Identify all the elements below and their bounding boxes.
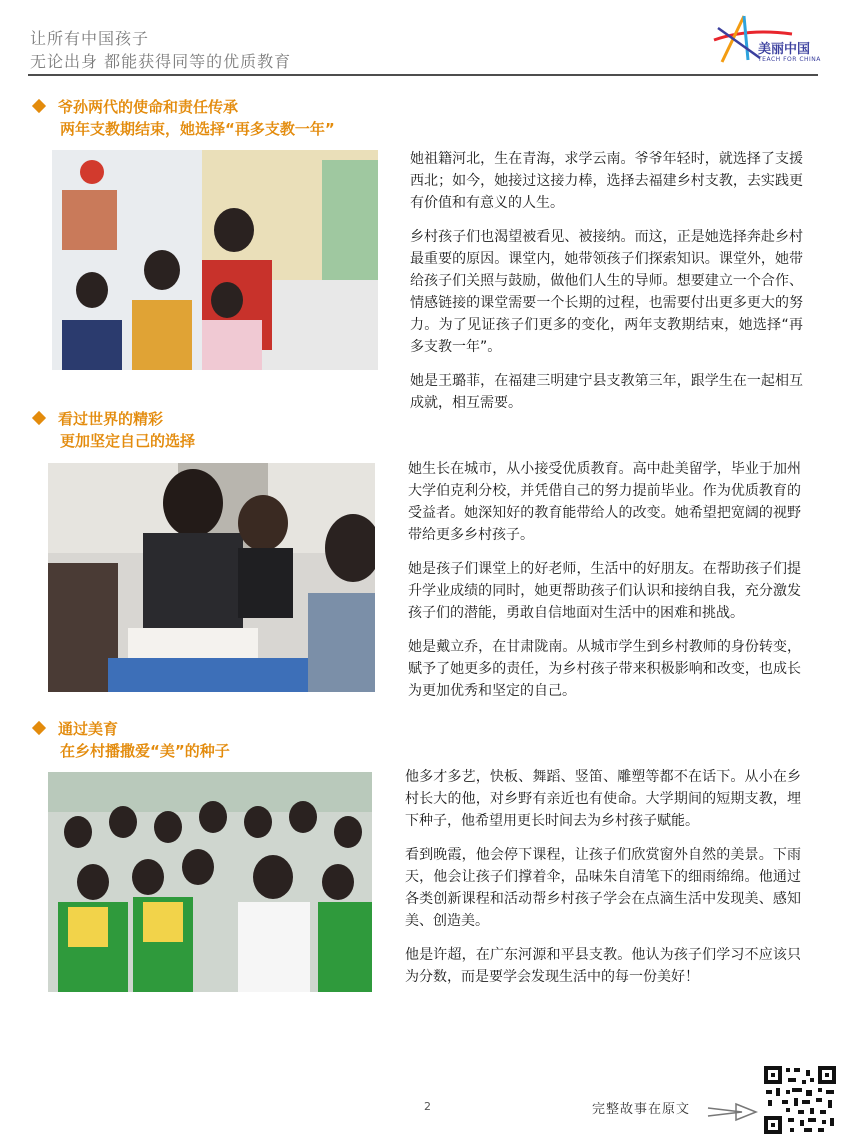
section-1-body [410, 148, 803, 426]
diamond-bullet-icon [32, 99, 46, 113]
section-1-paragraph: 她是王璐菲，在福建三明建宁县支教第三年，跟学生在一起相互成就，相互需要。 [410, 373, 803, 411]
section-1-title: 爷孙两代的使命和责任传承 [58, 98, 239, 116]
section-1-subtitle: 两年支教期结束，她选择“再多支教一年” [60, 120, 335, 138]
classroom-reading-photo-icon [52, 150, 378, 370]
section-2-heading [34, 408, 195, 452]
logo-name: 美丽中国 [758, 42, 811, 57]
section-3-body [405, 766, 801, 1000]
diamond-bullet-icon [32, 721, 46, 735]
group-selfie-photo-icon [48, 772, 372, 992]
section-2-paragraph: 她生长在城市，从小接受优质教育。高中赴美留学，毕业于加州大学伯克利分校，并凭借自己的努力提前毕业。作为优质教育的受益者。她深知好的教育能带给人的改变。她希望把宽阔的视野带给更多乡村孩子。 [408, 461, 801, 543]
logo-subtitle: TEACH FOR CHINA [758, 56, 821, 63]
section-3-paragraph: 看到晚霞，他会停下课程，让孩子们欣赏窗外自然的美景。下雨天，他会让孩子们撑着伞，品味朱自清笔下的细雨绵绵。他通过各类创新课程和活动帮乡村孩子学会在点滴生活中发现美、感知美、创造美。 [405, 847, 801, 929]
section-3-title: 通过美育 [58, 720, 119, 738]
qr-code-icon[interactable] [762, 1064, 838, 1136]
section-3-paragraph: 他多才多艺，快板、舞蹈、竖笛、雕塑等都不在话下。从小在乡村长大的他，对乡野有亲近也有使命。大学期间的短期支教，埋下种子，他希望用更长时间去为乡村孩子赋能。 [405, 769, 801, 829]
section-2-subtitle: 更加坚定自己的选择 [60, 432, 196, 450]
section-3-subtitle: 在乡村播撒爱“美”的种子 [60, 742, 230, 760]
section-1-paragraph: 她祖籍河北，生在青海，求学云南。爷爷年轻时，就选择了支援西北；如今，她接过这接力棒，选择去福建乡村支教，去实践更有价值和有意义的人生。 [410, 151, 803, 211]
page-number: 2 [424, 1100, 431, 1113]
tagline-line-1: 让所有中国孩子 [30, 29, 150, 48]
section-2-paragraph: 她是戴立乔，在甘肃陇南。从城市学生到乡村教师的身份转变，赋予了她更多的责任，为乡村孩子带来积极影响和改变，也成长为更加优秀和坚定的自己。 [408, 639, 801, 699]
arrow-right-icon [706, 1100, 760, 1124]
header-divider [28, 74, 818, 76]
section-3-paragraph: 他是许超，在广东河源和平县支教。他认为孩子们学习不应该只为分数，而是要学会发现生活中的每一份美好！ [405, 947, 801, 985]
tagline-line-2: 无论出身 都能获得同等的优质教育 [30, 52, 292, 71]
section-2-paragraph: 她是孩子们课堂上的好老师，生活中的好朋友。在帮助孩子们提升学业成绩的同时，她更帮助孩子们认识和接纳自我，充分激发孩子们的潜能，勇敢自信地面对生活中的困难和挑战。 [408, 561, 801, 621]
section-2-body [408, 458, 801, 714]
diamond-bullet-icon [32, 411, 46, 425]
tutoring-photo-icon [48, 463, 375, 692]
full-story-note: 完整故事在原文 [592, 1102, 691, 1117]
section-2-title: 看过世界的精彩 [58, 410, 164, 428]
section-1-heading [34, 96, 335, 140]
section-3-heading [34, 718, 230, 762]
section-1-paragraph: 乡村孩子们也渴望被看见、被接纳。而这，正是她选择奔赴乡村最重要的原因。课堂内，她带领孩子们探索知识。课堂外，她带给孩子们关照与鼓励，做他们人生的导师。想要建立一个合作、情感链接的课堂需要一个长期的过程，也需要付出更多更大的努力。为了见证孩子们更多的变化，两年支教期结束，她选择“再多支教一年”。 [410, 229, 803, 355]
